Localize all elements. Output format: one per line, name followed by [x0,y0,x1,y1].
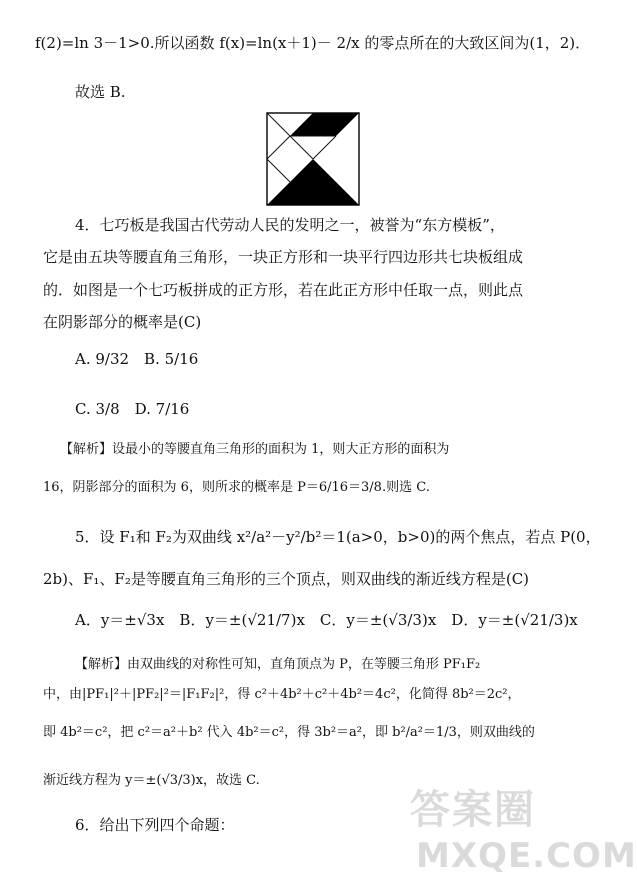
q4-options-cd: C. 3/8 D. 7/16 [75,400,190,418]
q5-line-1: 5．设 F₁和 F₂为双曲线 x²/a²－y²/b²＝1(a>0，b>0)的两个焦点，若点 P(0， [75,528,601,546]
text-line-2: 故选 B. [75,83,126,101]
q4-analysis-2: 16，阴影部分的面积为 6，则所求的概率是 P＝6/16＝3/8.则选 C. [43,480,430,495]
q4-line-2: 它是由五块等腰直角三角形，一块正方形和一块平行四边形共七块板组成 [43,248,524,266]
tangram-figure [266,112,360,206]
q5-analysis-2: 中，由|PF₁|²＋|PF₂|²＝|F₁F₂|²，得 c²＋4b²＋c²＋4b²＝4c²，化简得 8b²＝2c²， [43,687,521,702]
q4-line-4: 在阴影部分的概率是(C) [43,313,202,331]
q5-line-2: 2b)、F₁、F₂是等腰直角三角形的三个顶点，则双曲线的渐近线方程是(C) [43,570,530,588]
watermark [410,778,637,878]
watermark-cn: 答案圈 [410,787,536,833]
watermark-en: MXQE.COM [416,836,637,876]
q4-line-1: 4．七巧板是我国古代劳动人民的发明之一，被誉为“东方模板”， [75,216,505,234]
q4-line-3: 的．如图是一个七巧板拼成的正方形，若在此正方形中任取一点，则此点 [43,281,524,299]
q5-options: A．y＝±√3x B．y＝±(√21/7)x C．y＝±(√3/3)x D．y＝±(√21/3)x [75,611,578,629]
q4-analysis-1: 【解析】设最小的等腰直角三角形的面积为 1，则大正方形的面积为 [60,442,450,457]
q5-analysis-4: 渐近线方程为 y＝±(√3/3)x，故选 C. [43,773,260,788]
q5-analysis-3: 即 4b²＝c²，把 c²＝a²＋b² 代入 4b²＝c²，得 3b²＝a²，即 b²/a²＝1/3，则双曲线的 [43,725,535,740]
q4-options-ab: A. 9/32 B. 5/16 [75,350,199,368]
q5-analysis-1: 【解析】由双曲线的对称性可知，直角顶点为 P，在等腰三角形 PF₁F₂ [75,657,481,672]
text-line-1: f(2)=ln 3－1>0.所以函数 f(x)=ln(x＋1)－ 2/x 的零点所在的大致区间为(1，2)． [35,34,591,52]
q6-line-1: 6．给出下列四个命题： [75,816,235,834]
